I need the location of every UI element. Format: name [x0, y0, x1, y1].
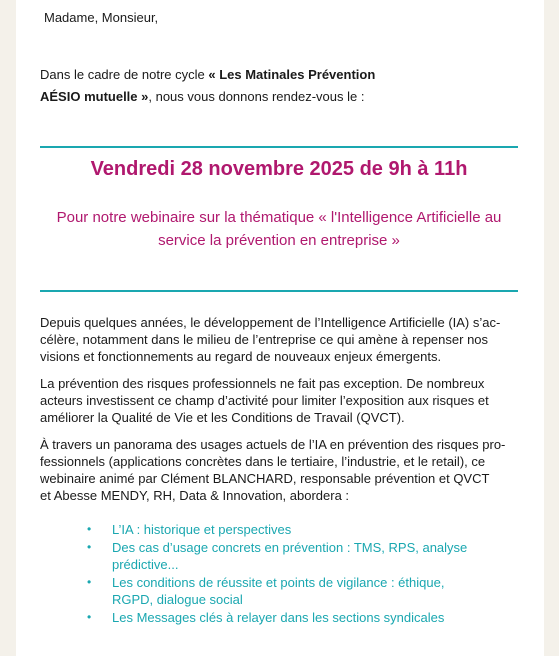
paragraph-line: visions et fonctionnements au regard de nouveaux enjeux émergents. — [40, 349, 442, 364]
paragraph-line: améliorer la Qualité de Vie et les Conditions de Travail (QVCT). — [40, 410, 405, 425]
list-item — [87, 539, 532, 573]
list-item — [87, 574, 532, 608]
topics-list — [87, 521, 532, 627]
paragraph-line: webinaire animé par Clément BLANCHARD, responsable prévention et QVCT — [40, 471, 490, 486]
bottom-divider — [40, 290, 518, 292]
event-theme — [40, 206, 518, 252]
paragraph-webinar — [40, 436, 520, 504]
top-divider — [40, 146, 518, 148]
paragraph-line: célère, notamment dans le milieu de l’entreprise ce qui amène à repenser nos — [40, 332, 489, 347]
topic-line: prédictive... — [112, 557, 179, 572]
paragraph-line: fessionnels (applications concrètes dans le tertiaire, l’industrie, et le retail), ce — [40, 454, 486, 469]
bullet-icon: • — [87, 522, 92, 536]
topic-line: L’IA : historique et perspectives — [112, 522, 292, 537]
bullet-icon: • — [87, 540, 92, 554]
topic-line: Des cas d’usage concrets en prévention : TMS, RPS, analyse — [112, 540, 468, 555]
intro-prefix: Dans le cadre de notre cycle — [40, 67, 209, 82]
paragraph-context — [40, 314, 520, 365]
email-body — [16, 0, 544, 656]
topic-line: Les conditions de réussite et points de vigilance : éthique, — [112, 575, 445, 590]
cycle-name-line2: AÉSIO mutuelle » — [40, 89, 149, 104]
intro-text — [40, 64, 375, 108]
topic-line: Les Messages clés à relayer dans les sections syndicales — [112, 610, 445, 625]
greeting: Madame, Monsieur, — [44, 10, 159, 25]
event-theme-line2: service la prévention en entreprise » — [158, 232, 400, 249]
topic-line: RGPD, dialogue social — [112, 592, 243, 607]
event-theme-line1: Pour notre webinaire sur la thématique « l'Intelligence Artificielle au — [56, 209, 502, 226]
bullet-icon: • — [87, 575, 92, 589]
paragraph-line: acteurs investissent ce champ d’activité pour limiter l’exposition aux risques et — [40, 393, 489, 408]
list-item — [87, 521, 532, 538]
paragraph-line: Depuis quelques années, le développement de l’Intelligence Artificielle (IA) s’ac- — [40, 315, 501, 330]
paragraph-prevention — [40, 375, 520, 426]
intro-suffix: , nous vous donnons rendez-vous le : — [148, 89, 365, 104]
event-date: Vendredi 28 novembre 2025 de 9h à 11h — [90, 158, 468, 180]
paragraph-line: À travers un panorama des usages actuels de l’IA en prévention des risques pro- — [40, 437, 506, 452]
bullet-icon: • — [87, 610, 92, 624]
paragraph-line: La prévention des risques professionnels ne fait pas exception. De nombreux — [40, 376, 485, 391]
list-item — [87, 609, 532, 626]
cycle-name-line1: « Les Matinales Prévention — [208, 67, 376, 82]
paragraph-line: et Abesse MENDY, RH, Data & Innovation, abordera : — [40, 488, 350, 503]
